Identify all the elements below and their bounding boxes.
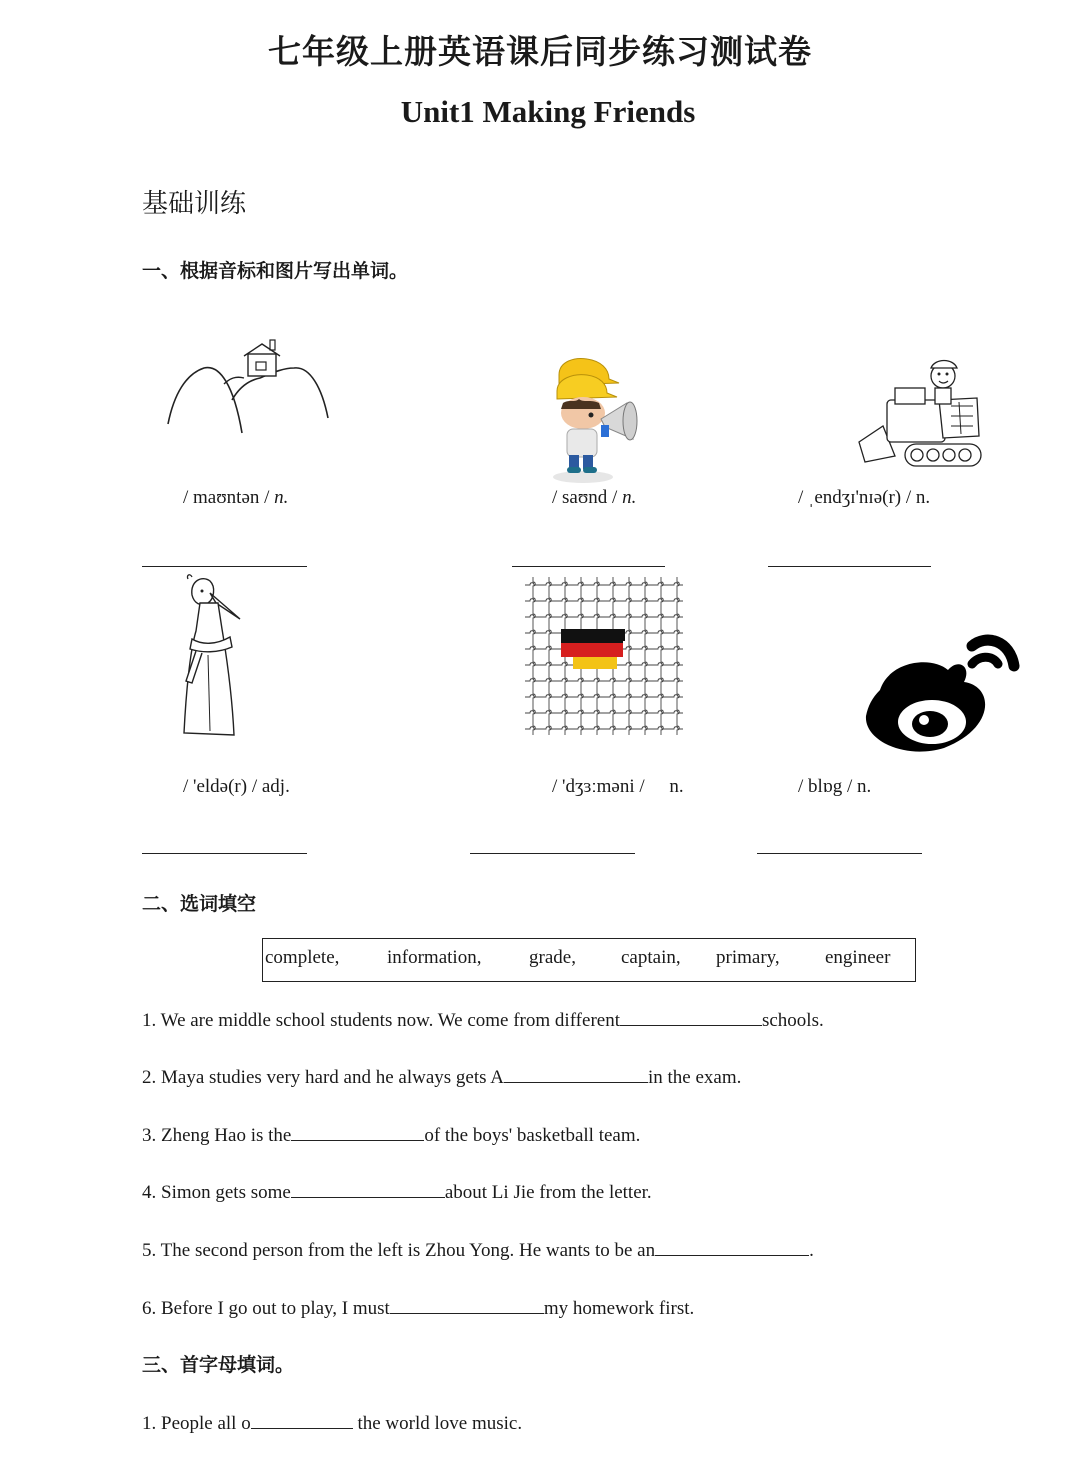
sentence-text: in the exam. (647, 1067, 742, 1088)
sentence-text: 3. Zheng Hao is the (142, 1125, 292, 1146)
phonetic-text: / blɒg / n. (798, 776, 872, 797)
answer-blank[interactable] (620, 1006, 762, 1026)
part1-heading: 一、根据音标和图片写出单词。 (142, 260, 409, 282)
part2-heading: 二、选词填空 (142, 893, 257, 915)
phonetic-engineer (798, 487, 930, 509)
exercise-sentence (142, 1409, 522, 1435)
answer-line[interactable] (470, 853, 635, 854)
answer-line[interactable] (768, 566, 931, 567)
phonetic-text: / ˌendʒɪ'nɪə(r) / n. (798, 487, 931, 508)
answer-blank[interactable] (291, 1178, 445, 1198)
answer-line[interactable] (512, 566, 665, 567)
answer-blank[interactable] (390, 1294, 544, 1314)
part-of-speech: n. (669, 776, 684, 797)
part-of-speech: n. (622, 487, 637, 508)
phonetic-sound (552, 487, 636, 509)
phonetic-text: / saʊnd / (552, 487, 618, 508)
word-bank-item: captain, (621, 947, 681, 968)
boy-megaphone-picture (545, 355, 645, 485)
word-bank-item: information, (387, 947, 482, 968)
exercise-sentence (142, 1006, 824, 1032)
elder-figure-picture (178, 573, 250, 741)
part-of-speech: n. (274, 487, 289, 508)
section-title: 基础训练 (142, 189, 247, 219)
sentence-text: the world love music. (352, 1413, 523, 1434)
answer-blank[interactable] (251, 1409, 353, 1429)
exercise-sentence (142, 1236, 814, 1262)
sentence-text: 5. The second person from the left is Zhou Yong. He wants to be an (142, 1240, 656, 1261)
answer-line[interactable] (757, 853, 922, 854)
weibo-logo-picture (860, 630, 1020, 755)
answer-blank[interactable] (655, 1236, 809, 1256)
sentence-text: about Li Jie from the letter. (444, 1182, 652, 1203)
phonetic-blog (798, 776, 871, 798)
engineer-bulldozer-picture (855, 358, 990, 473)
exercise-sentence (142, 1063, 741, 1089)
answer-blank[interactable] (504, 1063, 648, 1083)
exercise-sentence (142, 1178, 652, 1204)
exercise-sentence (142, 1294, 694, 1320)
sentence-text: 4. Simon gets some (142, 1182, 291, 1203)
word-bank-item: complete, (265, 947, 340, 968)
word-bank-item: engineer (825, 947, 891, 968)
part3-heading: 三、首字母填词。 (142, 1354, 295, 1376)
sentence-text: 1. People all o (142, 1413, 251, 1434)
phonetic-elder (183, 776, 290, 798)
germany-puzzle-picture (525, 577, 683, 735)
unit-title: Unit1 Making Friends (400, 94, 696, 129)
exercise-sentence (142, 1121, 640, 1147)
word-bank-item: grade, (529, 947, 576, 968)
phonetic-text: / maʊntən / (183, 487, 270, 508)
mountain-picture (160, 338, 335, 438)
phonetic-germany (552, 776, 684, 798)
word-bank-item: primary, (716, 947, 780, 968)
sentence-text: 1. We are middle school students now. We come from different (142, 1010, 620, 1031)
answer-blank[interactable] (291, 1121, 424, 1141)
sentence-text: my homework first. (543, 1298, 695, 1319)
sentence-text: 2. Maya studies very hard and he always gets A (142, 1067, 504, 1088)
answer-line[interactable] (142, 853, 307, 854)
sentence-text: . (809, 1240, 814, 1261)
phonetic-text: / 'eldə(r) / adj. (183, 776, 290, 797)
sentence-text: schools. (761, 1010, 824, 1031)
phonetic-text: / 'dʒɜːməni / (552, 776, 645, 797)
page-title: 七年级上册英语课后同步练习测试卷 (268, 32, 812, 71)
answer-line[interactable] (142, 566, 307, 567)
sentence-text: of the boys' basketball team. (424, 1125, 641, 1146)
phonetic-mountain (183, 487, 288, 509)
word-bank-box (262, 938, 916, 982)
sentence-text: 6. Before I go out to play, I must (142, 1298, 390, 1319)
